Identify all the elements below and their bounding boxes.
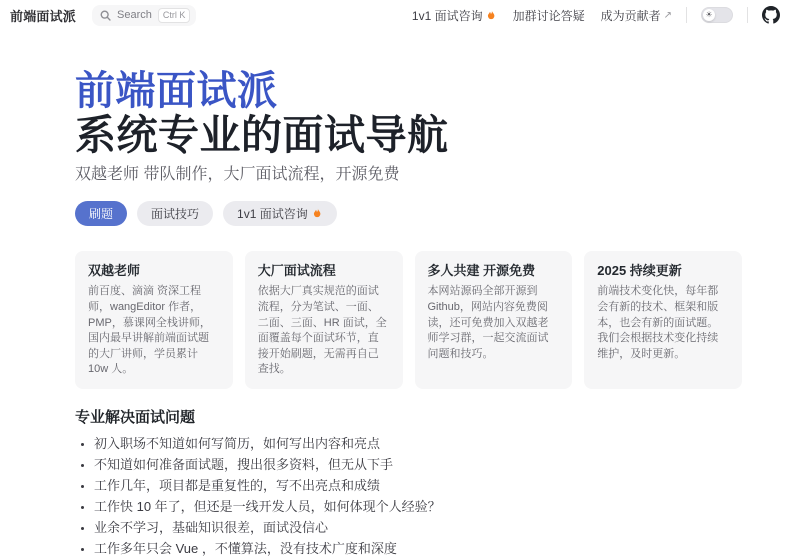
hero-action-button[interactable]: [75, 201, 127, 226]
problem-item: • 工作多年只会 Vue ，不懂算法，没有技术广度和深度: [94, 541, 742, 557]
hero-action-label: 刷题: [89, 205, 113, 222]
feature-card[interactable]: [245, 251, 403, 389]
hero-title-main: 系统专业的面试导航: [75, 113, 742, 157]
feature-card-body: 依据大厂真实规范的面试流程，分为笔试、一面、二面、三面、HR 面试，全面覆盖每个面试环节，直接开始刷题，无需再自己查找。: [258, 284, 390, 378]
nav-link[interactable]: [601, 7, 672, 24]
problem-item: • 业余不学习，基础知识很差，面试没信心: [94, 520, 742, 537]
problems-list: [75, 436, 742, 557]
external-link-icon: ↗: [664, 10, 672, 21]
hero-actions: [75, 201, 742, 226]
nav-link-label: 成为贡献者: [601, 7, 661, 24]
search-input[interactable]: [92, 5, 196, 26]
hero-action-label: 面试技巧: [151, 205, 199, 222]
hero-action-label: 1v1 面试咨询: [237, 205, 308, 222]
flame-icon: [486, 10, 497, 21]
nav-link[interactable]: [513, 7, 585, 24]
main-content: [75, 70, 742, 557]
header-divider: [747, 7, 748, 23]
header-nav: [412, 7, 672, 24]
flame-icon: [312, 208, 323, 219]
feature-card-body: 本网站源码全部开源到 Github，网站内容免费阅读，还可免费加入双越老师学习群，一起交流面试问题和技巧。: [428, 284, 560, 362]
nav-link[interactable]: [412, 7, 497, 24]
problems-heading: 专业解决面试问题: [75, 406, 742, 427]
search-shortcut: Ctrl K: [158, 8, 191, 23]
problem-item: • 初入职场不知道如何写简历，如何写出内容和亮点: [94, 436, 742, 453]
problems-section: [75, 406, 742, 557]
search-icon: [100, 10, 111, 21]
header-left: [10, 5, 196, 26]
site-logo[interactable]: 前端面试派: [10, 6, 76, 25]
hero-tagline: 双越老师 带队制作，大厂面试流程，开源免费: [75, 164, 742, 186]
feature-card[interactable]: [415, 251, 573, 389]
hero-title-brand: 前端面试派: [75, 70, 742, 113]
feature-card[interactable]: [75, 251, 233, 389]
feature-card-title: 2025 持续更新: [597, 262, 729, 280]
nav-link-label: 加群讨论答疑: [513, 7, 585, 24]
search-label: Search: [117, 9, 152, 21]
feature-card-body: 前端技术变化快，每年都会有新的技术、框架和版本，也会有新的面试题。我们会根据技术变化持续维护，及时更新。: [597, 284, 729, 362]
header-right: [412, 6, 780, 24]
hero-action-button[interactable]: [223, 201, 337, 226]
header: [0, 0, 800, 30]
feature-cards: [75, 251, 742, 389]
feature-card-title: 双越老师: [88, 262, 220, 280]
feature-card-title: 大厂面试流程: [258, 262, 390, 280]
theme-toggle[interactable]: [701, 7, 733, 23]
problem-item: • 工作快 10 年了，但还是一线开发人员，如何体现个人经验？: [94, 499, 742, 516]
hero-action-button[interactable]: [137, 201, 213, 226]
problem-item: • 不知道如何准备面试题，搜出很多资料，但无从下手: [94, 457, 742, 474]
github-link[interactable]: [762, 6, 780, 24]
feature-card-title: 多人共建 开源免费: [428, 262, 560, 280]
github-icon: [762, 6, 780, 24]
header-divider: [686, 7, 687, 23]
feature-card-body: 前百度、滴滴 资深工程师，wangEditor 作者，PMP，慕课网全栈讲师，国内最早讲解前端面试题的大厂讲师，学员累计 10w 人。: [88, 284, 220, 378]
nav-link-label: 1v1 面试咨询: [412, 7, 483, 24]
problem-item: • 工作几年，项目都是重复性的，写不出亮点和成绩: [94, 478, 742, 495]
sun-icon: ☀: [703, 9, 715, 21]
feature-card[interactable]: [584, 251, 742, 389]
